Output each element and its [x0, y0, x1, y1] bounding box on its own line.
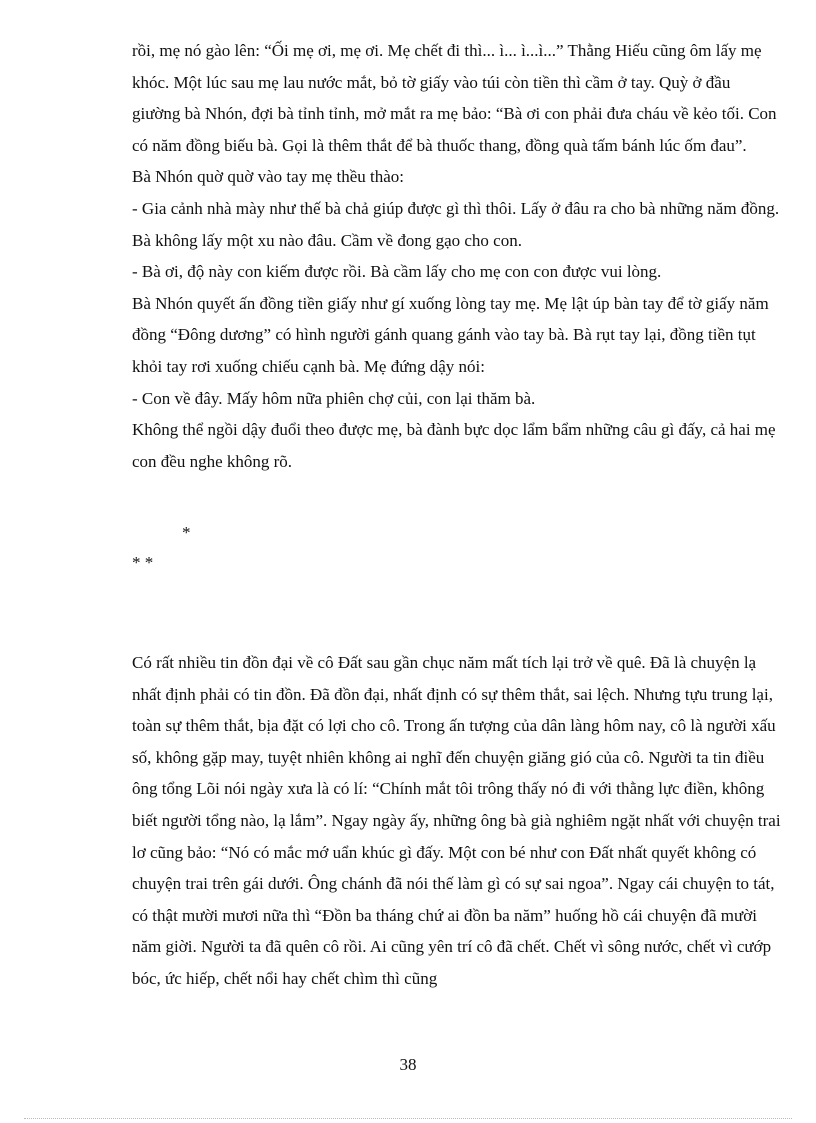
paragraph-narration: Có rất nhiều tin đồn đại về cô Đất sau gần chục năm mất tích lại trở về quê. Đã là chuyện lạ nhất định phải có tin đồn. Đã đồn đại, nhất định có sự thêm thắt, sai lệch. Nhưng tựu trung lại, toàn sự thêm thắt, bịa đặt có lợi cho cô. Trong ấn tượng của dân làng hôm nay, cô là người xấu số, không gặp may, tuyệt nhiên không ai nghĩ đến chuyện giăng gió của cô. Người ta tin điều ông tổng Lõi nói ngày xưa là có lí: “Chính mắt tôi trông thấy nó đi với thằng lực điền, không biết người tổng nào, lạ lắm”. Ngay ngày ấy, những ông bà già nghiêm ngặt nhất với chuyện trai lơ cũng bảo: “Nó có mắc mớ uẩn khúc gì đấy. Một con bé như con Đất nhất quyết không có chuyện trai trên gái dưới. Ông chánh đã nói thế làm gì có sự sai ngoa”. Ngay cái chuyện to tát, có thật mười mươi nữa thì “Đồn ba tháng chứ ai đồn ba năm” huống hồ cái chuyện đã mười năm giời. Người ta đã quên cô rồi. Ai cũng yên trí cô đã chết. Chết vì sông nước, chết vì cướp bóc, ức hiếp, chết nổi hay chết chìm thì cũng: [132, 653, 781, 988]
paragraph-narration: rồi, mẹ nó gào lên: “Ối mẹ ơi, mẹ ơi. Mẹ chết đi thì... ì... ì...ì...” Thằng Hiếu cũng ôm lấy mẹ khóc. Một lúc sau mẹ lau nước mắt, bỏ tờ giấy vào túi còn tiền thì cầm ở tay. Quỳ ở đầu giường bà Nhón, đợi bà tỉnh tỉnh, mở mắt ra mẹ bảo: “Bà ơi con phải đưa cháu về kẻo tối. Con có năm đồng biếu bà. Gọi là thêm thắt để bà thuốc thang, đồng quà tấm bánh lúc ốm đau”.: [132, 41, 777, 155]
paragraph-dialogue: - Con về đây. Mấy hôm nữa phiên chợ củi, con lại thăm bà.: [132, 388, 536, 408]
paragraph-narration: Bà Nhón quờ quờ vào tay mẹ thều thào:: [132, 167, 404, 187]
paragraph-narration: Bà Nhón quyết ấn đồng tiền giấy như gí xuống lòng tay mẹ. Mẹ lật úp bàn tay để tờ giấy năm đồng “Đông dương” có hình người gánh quang gánh vào tay bà. Bà rụt tay lại, đồng tiền tụt khỏi tay rơi xuống chiếu cạnh bà. Mẹ đứng dậy nói:: [132, 293, 769, 376]
section-divider-top: *: [182, 523, 191, 542]
story-text-bottom: [132, 647, 782, 995]
paragraph-dialogue: - Gia cảnh nhà mày như thế bà chả giúp được gì thì thôi. Lấy ở đâu ra cho bà những năm đồng. Bà không lấy một xu nào đâu. Cầm về đong gạo cho con.: [132, 198, 780, 250]
paragraph-dialogue: - Bà ơi, độ này con kiếm được rồi. Bà cầm lấy cho mẹ con con được vui lòng.: [132, 262, 662, 282]
page-number: 38: [399, 1055, 417, 1074]
footer-divider: [24, 1118, 792, 1119]
story-text-top: [132, 35, 782, 477]
section-divider-bottom: * *: [132, 553, 154, 572]
paragraph-narration: Không thể ngồi dậy đuổi theo được mẹ, bà đành bực dọc lẩm bẩm những câu gì đấy, cả hai mẹ con đều nghe không rõ.: [132, 420, 776, 471]
